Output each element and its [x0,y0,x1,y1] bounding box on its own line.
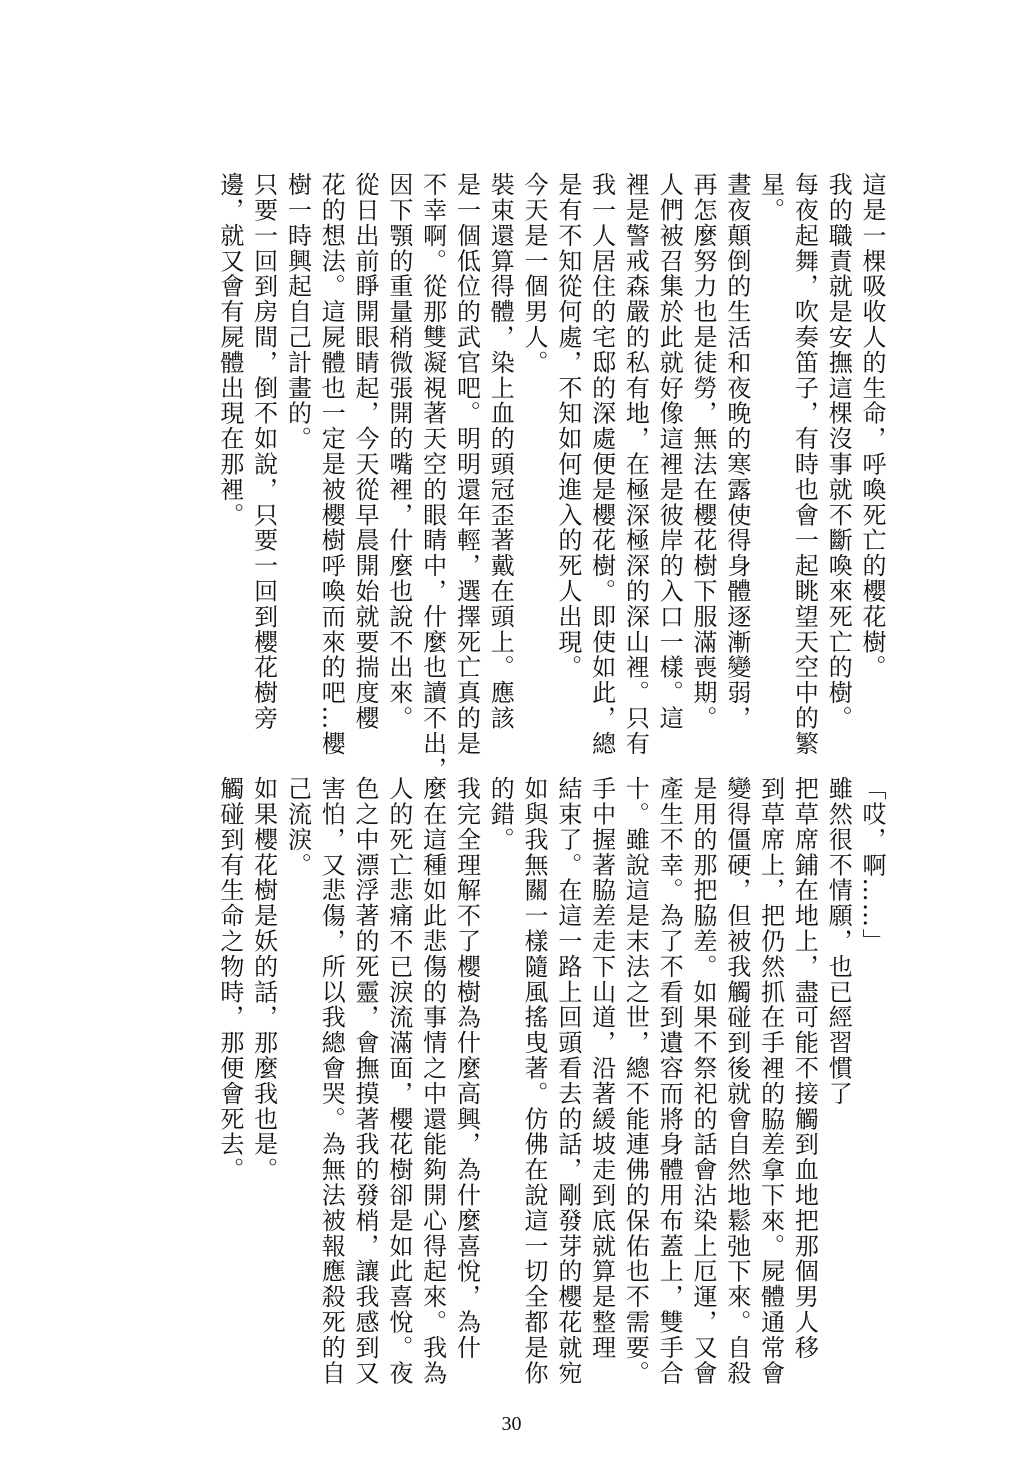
text-column: 到草席上，把仍然抓在手裡的脇差拿下來。屍體通常會 [756,776,785,1386]
text-column: 樹一時興起自己計畫的。 [283,172,312,452]
text-column: 我一人居住的宅邸的深處便是櫻花樹。即使如此，總 [587,172,616,757]
text-column: 色之中漂浮著的死靈，會撫摸著我的發梢，讓我感到又 [351,776,380,1386]
page-number: 30 [501,1413,522,1435]
text-column: 晝夜顛倒的生活和夜晚的寒露使得身體逐漸變弱， [722,172,751,731]
text-column: 因下顎的重量稍微張開的嘴裡，什麼也說不出來。 [384,172,413,731]
text-column: 不幸啊。從那雙凝視著天空的眼睛中，什麼也讀不出， [418,172,447,782]
text-column: 把草席鋪在地上，盡可能不接觸到血地把那個男人移 [790,776,819,1361]
text-column: 花的想法。這屍體也一定是被櫻樹呼喚而來的吧…櫻 [317,172,346,757]
upper-text-block [212,172,888,782]
text-column: 產生不幸。為了不看到遺容而將身體用布蓋上，雙手合 [655,776,684,1386]
text-column: 只要一回到房間，倒不如說，只要一回到櫻花樹旁 [249,172,278,731]
text-column: 如果櫻花樹是妖的話，那麼我也是。 [249,776,278,1183]
text-column: 是一個低位的武官吧。明明還年輕，選擇死亡真的是 [452,172,481,757]
text-column: 十。雖說這是末法之世，總不能連佛的保佑也不需要。 [621,776,650,1386]
text-column: 麼在這種如此悲傷的事情之中還能夠開心得起來。我為 [418,776,447,1386]
text-column: 裝束還算得體，染上血的頭冠歪著戴在頭上。應該 [486,172,515,731]
text-column: 雖然很不情願，也已經習慣了 [824,776,853,1107]
text-column: 我完全理解不了櫻樹為什麼高興，為什麼喜悅，為什 [452,776,481,1361]
text-column: 己流淚。 [283,776,312,878]
text-column: 裡是警戒森嚴的私有地，在極深極深的深山裡。只有 [621,172,650,757]
text-column: 如與我無關一樣隨風搖曳著。仿佛在說這一切全都是你 [520,776,549,1386]
text-column: 「哎，啊……」 [858,776,886,954]
text-column: 人的死亡悲痛不已淚流滿面，櫻花樹卻是如此喜悅。夜 [384,776,413,1386]
text-column: 從日出前睜開眼睛起，今天從早晨開始就要揣度櫻 [351,172,380,731]
text-column: 今天是一個男人。 [520,172,549,376]
lower-text-block [212,776,888,1386]
text-column: 邊，就又會有屍體出現在那裡。 [215,172,244,528]
text-column: 人們被召集於此就好像這裡是彼岸的入口一樣。這 [655,172,684,731]
text-column: 觸碰到有生命之物時，那便會死去。 [215,776,244,1183]
text-column: 是用的那把脇差。如果不祭祀的話會沾染上厄運，又會 [689,776,718,1386]
text-column: 變得僵硬，但被我觸碰到後就會自然地鬆弛下來。自殺 [722,776,751,1386]
text-column: 結束了。在這一路上回頭看去的話，剛發芽的櫻花就宛 [553,776,582,1386]
text-column: 我的職責就是安撫這棵沒事就不斷喚來死亡的樹。 [824,172,853,731]
text-column: 每夜起舞，吹奏笛子，有時也會一起眺望天空中的繁 [790,172,819,757]
text-column: 星。 [756,172,785,223]
text-column: 害怕，又悲傷，所以我總會哭。為無法被報應殺死的自 [317,776,346,1386]
text-column: 手中握著脇差走下山道，沿著緩坡走到底就算是整理 [587,776,616,1361]
text-column: 這是一棵吸收人的生命，呼喚死亡的櫻花樹。 [858,172,886,680]
text-column: 的錯。 [486,776,515,853]
text-column: 是有不知從何處，不知如何進入的死人出現。 [553,172,582,680]
text-column: 再怎麼努力也是徒勞，無法在櫻花樹下服滿喪期。 [689,172,718,731]
